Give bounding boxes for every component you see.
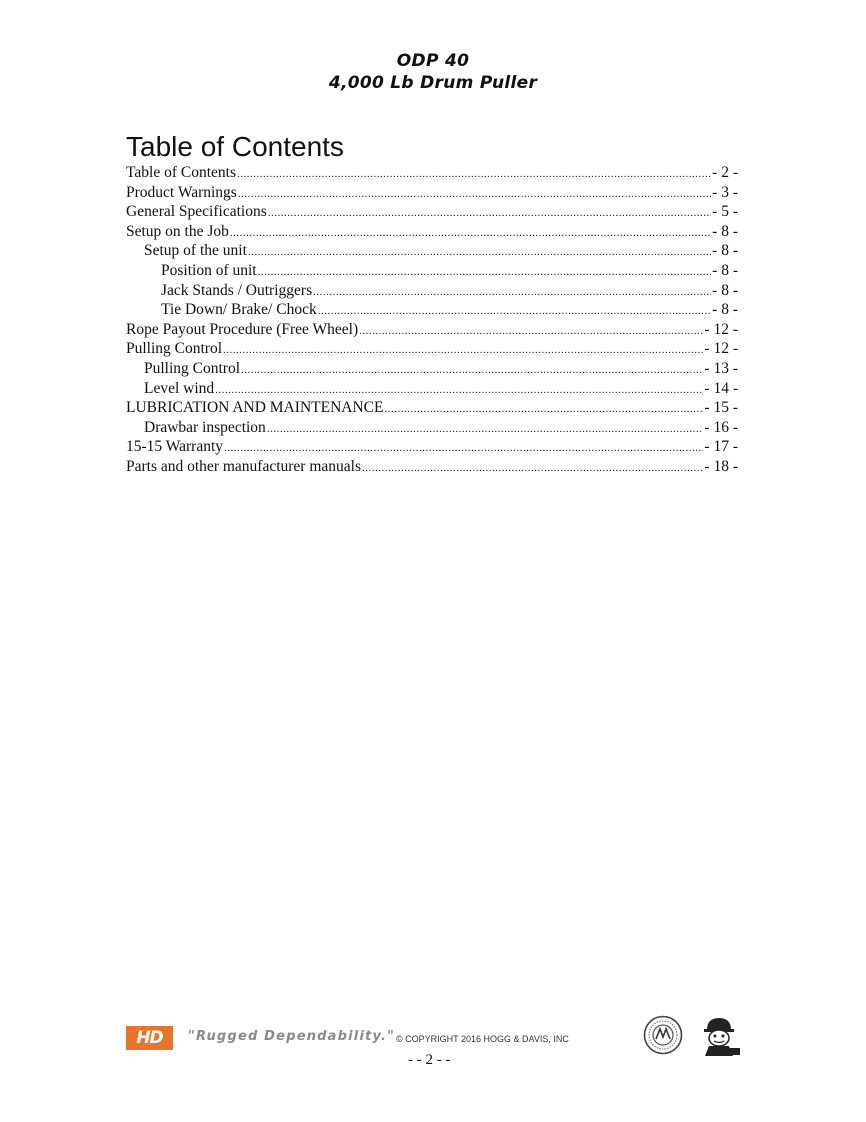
hd-logo	[126, 1026, 173, 1050]
toc-entry[interactable]	[126, 359, 738, 379]
toc-entry[interactable]	[126, 222, 738, 242]
toc-entry-label: 15-15 Warranty	[126, 438, 224, 456]
toc-entry[interactable]	[126, 437, 738, 457]
toc-entry[interactable]	[126, 379, 738, 399]
toc-entry-page: - 8 -	[712, 261, 738, 279]
toc-leader-dots	[238, 185, 711, 205]
header-product: 4,000 Lb Drum Puller	[328, 73, 538, 93]
toc-entry[interactable]	[126, 398, 738, 418]
toc-leader-dots	[318, 302, 711, 322]
toc-entry-label: Pulling Control	[144, 359, 241, 377]
toc-entry-page: - 16 -	[704, 418, 738, 436]
toc-leader-dots	[359, 322, 703, 342]
copyright-notice: © COPYRIGHT 2016 HOGG & DAVIS, INC	[396, 1034, 569, 1044]
toc-leader-dots	[237, 165, 711, 185]
toc-entry-page: - 8 -	[712, 301, 738, 319]
toc-entry-label: Parts and other manufacturer manuals	[126, 457, 361, 475]
toc-leader-dots	[248, 243, 711, 263]
toc-entry-label: LUBRICATION AND MAINTENANCE	[126, 399, 384, 417]
toc-entry[interactable]	[126, 281, 738, 301]
toc-entry-label: Pulling Control	[126, 340, 223, 358]
toc-leader-dots	[384, 400, 703, 420]
table-of-contents	[126, 163, 738, 477]
toc-entry-label: Product Warnings	[126, 183, 237, 201]
toc-entry-page: - 8 -	[712, 242, 738, 260]
toc-entry-page: - 17 -	[704, 438, 738, 456]
toc-entry-page: - 12 -	[704, 320, 738, 338]
toc-entry-page: - 8 -	[712, 222, 738, 240]
toc-entry-label: Drawbar inspection	[144, 418, 266, 436]
toc-entry[interactable]	[126, 163, 738, 183]
toc-entry-label: Setup on the Job	[126, 222, 229, 240]
toc-leader-dots	[223, 341, 703, 361]
toc-entry-label: Position of unit	[161, 261, 257, 279]
slogan: "Rugged Dependability."	[188, 1029, 396, 1044]
toc-entry-label: Table of Contents	[126, 164, 236, 181]
toc-title: Table of Contents	[126, 131, 344, 162]
toc-leader-dots	[241, 361, 703, 381]
toc-leader-dots	[258, 263, 712, 283]
certification-seal-icon	[643, 1015, 683, 1055]
hd-logo-text: HD	[136, 1028, 163, 1048]
toc-entry-label: General Specifications	[126, 203, 267, 221]
toc-leader-dots	[313, 283, 711, 303]
document-header	[0, 50, 866, 94]
header-model: ODP 40	[396, 51, 470, 71]
toc-entry-page: - 5 -	[712, 203, 738, 221]
toc-entry[interactable]	[126, 202, 738, 222]
toc-entry-page: - 14 -	[704, 379, 738, 397]
toc-entry[interactable]	[126, 457, 738, 477]
toc-entry[interactable]	[126, 320, 738, 340]
toc-leader-dots	[267, 420, 704, 440]
toc-entry-page: - 13 -	[704, 359, 738, 377]
toc-entry-label: Jack Stands / Outriggers	[161, 281, 313, 299]
toc-entry-label: Level wind	[144, 379, 215, 397]
toc-leader-dots	[268, 204, 711, 224]
hard-hat-mascot-icon	[697, 1012, 741, 1056]
toc-entry[interactable]	[126, 300, 738, 320]
toc-entry-label: Tie Down/ Brake/ Chock	[161, 301, 317, 319]
toc-entry-page: - 18 -	[704, 457, 738, 475]
toc-entry-page: - 15 -	[704, 399, 738, 417]
toc-entry-page: - 12 -	[704, 340, 738, 358]
toc-entry[interactable]	[126, 183, 738, 203]
toc-leader-dots	[230, 224, 711, 244]
toc-entry-label: Setup of the unit	[144, 242, 247, 260]
toc-entry[interactable]	[126, 339, 738, 359]
toc-entry[interactable]	[126, 261, 738, 281]
toc-leader-dots	[362, 459, 703, 479]
page-number: - - 2 - -	[408, 1052, 451, 1068]
toc-entry[interactable]	[126, 241, 738, 261]
toc-entry[interactable]	[126, 418, 738, 438]
toc-entry-page: - 3 -	[712, 183, 738, 201]
toc-entry-page: - 8 -	[712, 281, 738, 299]
toc-entry-page: - 2 -	[712, 164, 738, 181]
toc-entry-label: Rope Payout Procedure (Free Wheel)	[126, 320, 359, 338]
